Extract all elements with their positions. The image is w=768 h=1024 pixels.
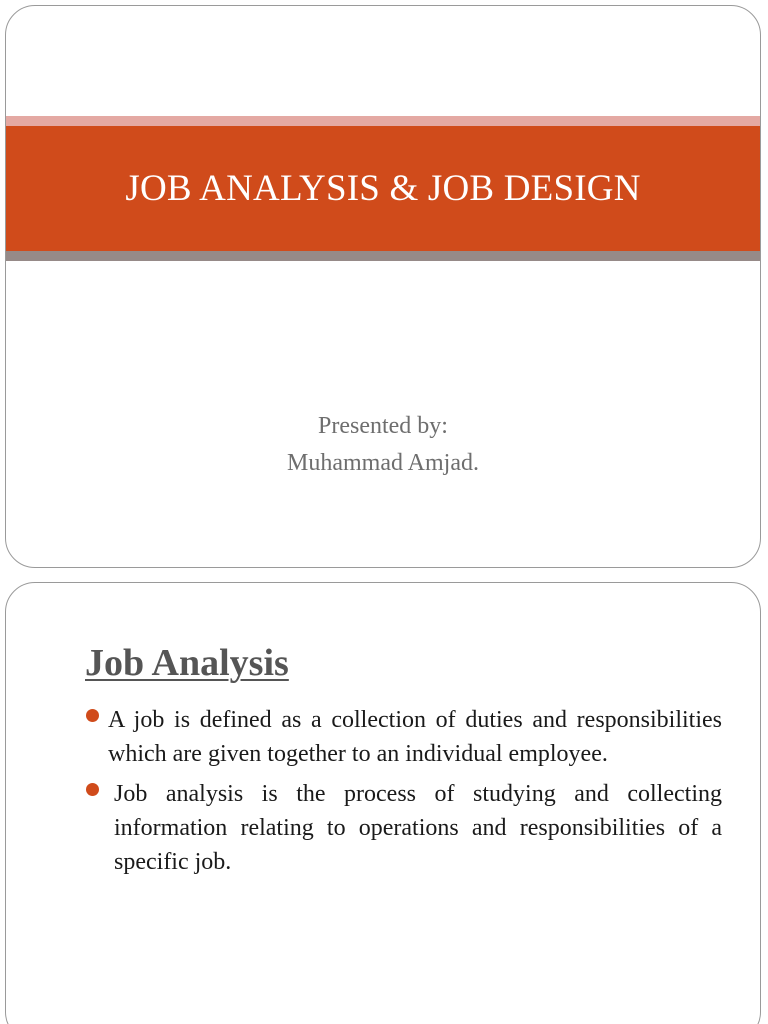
title-band — [6, 126, 760, 251]
bullet-item — [86, 703, 722, 771]
bullet-icon — [86, 709, 99, 722]
bullet-item — [86, 777, 722, 879]
presented-by-label: Presented by: — [318, 413, 448, 439]
bullet-list — [86, 703, 722, 885]
title-band-bottom-stripe — [6, 251, 760, 261]
slide-title: JOB ANALYSIS & JOB DESIGN — [125, 168, 641, 209]
slide-1-title[interactable] — [5, 5, 761, 568]
title-band-top-stripe — [6, 116, 760, 126]
bullet-text: A job is defined as a collection of duties and responsibilities which are given together to an individual employee. — [108, 707, 722, 767]
slide-heading: Job Analysis — [85, 642, 289, 684]
slide-2-job-analysis[interactable] — [5, 582, 761, 1024]
bullet-icon — [86, 783, 99, 796]
slide-subtitle — [6, 408, 760, 482]
bullet-text: Job analysis is the process of studying and collecting information relating to operations and responsibilities of a specific job. — [114, 781, 722, 875]
presenter-name: Muhammad Amjad. — [287, 450, 479, 476]
